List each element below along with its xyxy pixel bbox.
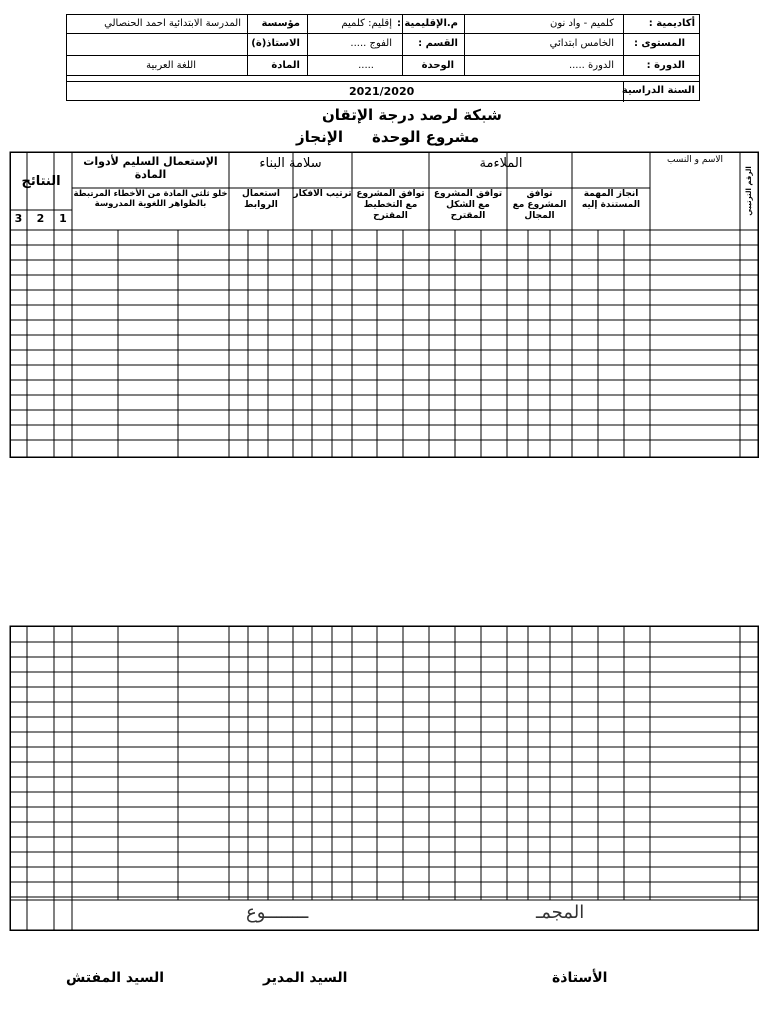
unit-value: .....: [358, 60, 374, 71]
unit-label: الوحدة: [421, 60, 454, 71]
level-label: المستوى :: [633, 38, 685, 49]
school-year-label: السنة الدراسية: [621, 85, 695, 96]
teacher-label: الاستاذ(ة): [251, 38, 300, 49]
session-value: الدورة .....: [568, 60, 614, 71]
result-3: 3: [14, 212, 23, 225]
col-order-number: الرقم الترتيبي: [744, 166, 753, 216]
section-label: القسم :: [418, 38, 458, 49]
province-label: م.الإقليمية :: [396, 18, 458, 29]
subject-value: اللغة العربية: [146, 60, 196, 71]
group-tools: الإستعمال السليم لأدوات المادة: [83, 155, 218, 182]
signature-inspector: السيد المفتش: [66, 970, 164, 986]
col-name: الاسم و النسب: [666, 155, 724, 165]
title-line-1: شبكة لرصد درجة الإتقان: [322, 106, 502, 124]
section-value: الفوج .....: [350, 38, 392, 49]
title-unit-project: مشروع الوحدة: [372, 128, 480, 146]
sub-shape: توافق المشروع مع الشكل المقترح: [433, 189, 503, 221]
academy-value: كلميم - واد نون: [549, 18, 614, 29]
group-relevance: الملاءمة: [479, 156, 523, 171]
group-results: النتائج: [21, 174, 61, 189]
sub-ideas: ترتيب الافكار: [293, 189, 352, 199]
result-1: 1: [59, 212, 67, 225]
sub-task: انجاز المهمة المستندة إليه: [581, 189, 641, 210]
sub-plan: توافق المشروع مع التخطيط المقترح: [356, 189, 425, 221]
title-achievement: الإنجاز: [296, 128, 344, 146]
institution-value: المدرسة الابتدائية احمد الحنصالي: [104, 18, 241, 29]
level-value: الخامس ابتدائي: [549, 38, 614, 49]
province-value: إقليم: كلميم: [341, 18, 392, 29]
sub-links: استعمال الروابط: [242, 189, 280, 210]
sub-domain: توافق المشروع مع المجال: [512, 189, 567, 221]
academy-label: أكاديمية :: [648, 18, 695, 29]
total-label-start: المجمـ: [536, 902, 585, 923]
lower-grid: [10, 626, 758, 930]
sub-errors: خلو ثلثي المادة من الأخطاء المرتبطة بالظواهر اللغوية المدروسة: [73, 189, 228, 210]
signature-teacher: الأستاذة: [552, 970, 608, 986]
signature-director: السيد المدير: [263, 970, 348, 986]
result-2: 2: [36, 212, 45, 225]
subject-label: المادة: [271, 60, 300, 71]
school-year-value: 2021/2020: [349, 85, 415, 98]
group-structure: سلامة البناء: [259, 156, 322, 171]
session-label: الدورة :: [646, 60, 685, 71]
institution-label: مؤسسة: [261, 18, 300, 29]
total-label-end: ــــــــوع: [246, 902, 309, 923]
